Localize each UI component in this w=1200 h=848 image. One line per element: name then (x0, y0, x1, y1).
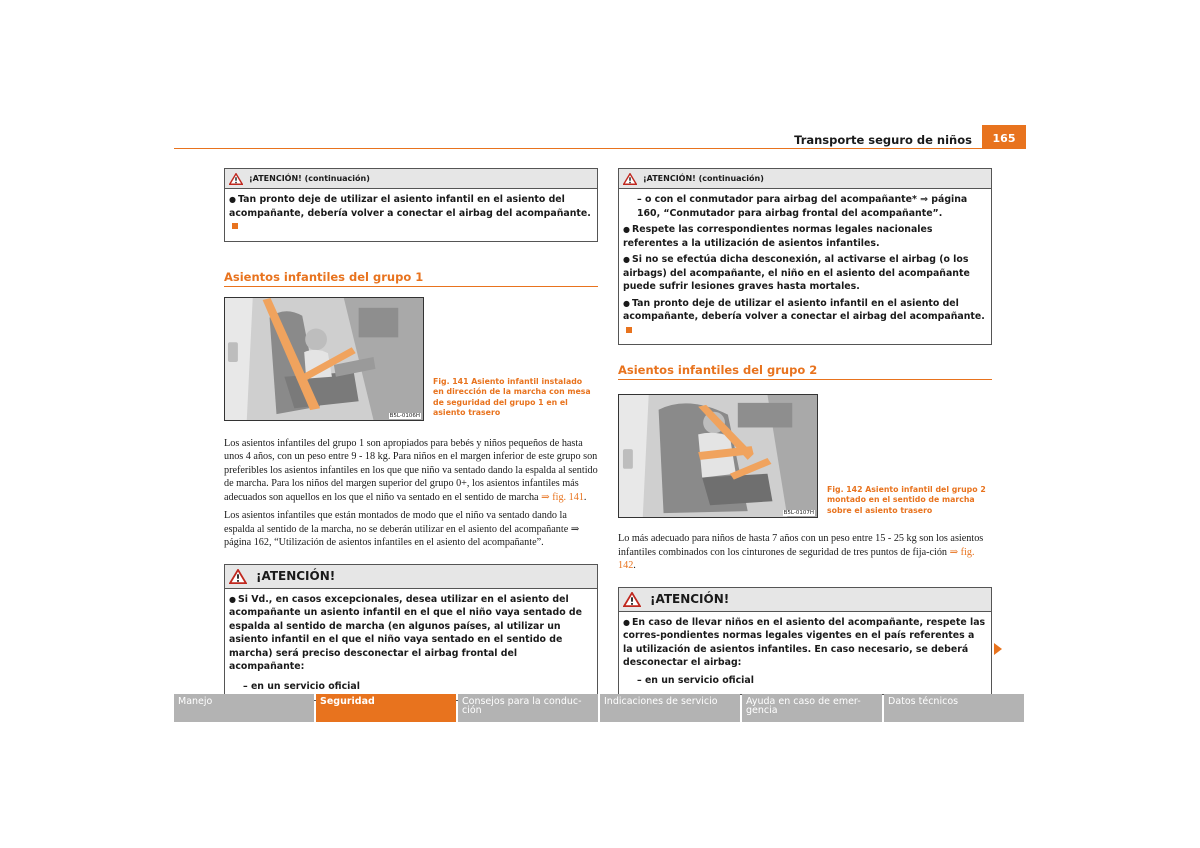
figure-reference-link[interactable]: ⇒ fig. 142 (618, 546, 975, 571)
warning-triangle-icon (229, 569, 247, 584)
warning-body (619, 189, 991, 344)
warning-box-continued (224, 168, 598, 242)
warning-header (225, 565, 597, 589)
paragraph (224, 437, 598, 505)
bullet-icon: ● (623, 617, 630, 627)
bullet-icon: ● (623, 298, 630, 308)
section-title: Asientos infantiles del grupo 1 (224, 270, 598, 287)
next-page-arrow-icon[interactable] (994, 643, 1002, 655)
nav-tab-ayuda[interactable]: Ayuda en caso de emer-gencia (742, 694, 882, 722)
header-rule (174, 148, 1026, 149)
warning-box (618, 587, 992, 696)
nav-tab-indicaciones[interactable]: Indicaciones de servicio (600, 694, 740, 722)
warning-box (224, 564, 598, 702)
paragraph-text: Los asientos infantiles del grupo 1 son apropiados para bebés y niños pequeños de hasta unos 4 años, con un peso entre 9 - 18 kg. Para niños en el margen inferior de este grupo son preferibles los asientos infantiles en los que que niño va sentado dando la espalda al sentido de marcha. Para los niños del margen superior del grupo 0+, los asientos infantiles más adecuados son aquellos en los que el niño va sentado en el sentido de marcha (224, 437, 598, 503)
end-square-icon (626, 327, 632, 333)
end-square-icon (232, 223, 238, 229)
header-title: Transporte seguro de niños (794, 133, 972, 147)
figure-caption: Fig. 141 Asiento infantil instalado en dirección de la marcha con mesa de seguridad del grupo 1 en el asiento trasero (433, 376, 591, 417)
paragraph (618, 532, 992, 573)
warning-header (619, 169, 991, 189)
bullet-icon: ● (623, 225, 630, 234)
figure-image (224, 297, 424, 421)
figure-141 (224, 297, 598, 421)
warning-text: Respete las correspondientes normas legales nacionales referentes a la utilización de asientos infantiles. (623, 224, 933, 249)
right-column (618, 168, 992, 695)
warning-dash-item: – en un servicio oficial (637, 674, 754, 686)
warning-body (225, 189, 597, 241)
child-seat-illustration-icon (619, 395, 817, 517)
figure-code: B5L-0106H (389, 412, 420, 419)
warning-body (225, 589, 597, 701)
warning-label: ¡ATENCIÓN! (256, 569, 336, 583)
figure-image (618, 394, 818, 518)
warning-label: ¡ATENCIÓN! (650, 592, 730, 606)
warning-triangle-icon (623, 592, 641, 607)
warning-text: Tan pronto deje de utilizar el asiento infantil en el asiento del acompañante, debería volver a conectar el airbag del acompañante. (623, 297, 985, 322)
figure-code: B5L-0107H (783, 510, 814, 516)
warning-text: En caso de llevar niños en el asiento del acompañante, respete las corres-pondientes normas legales vigentes en el país referentes a la utilización de asientos infantiles. En caso necesario, se deberá desconectar el airbag: (623, 616, 986, 668)
figure-reference-link[interactable]: ⇒ fig. 141 (541, 491, 584, 503)
warning-text: Si Vd., en casos excepcionales, desea utilizar en el asiento del acompañante un asiento infantil en el que el niño vaya sentado de espalda al sentido de marcha (en algunos países, al utilizar un asiento infantil en el que el niño vaya sentado en el sentido de marcha) será preciso desconectar el airbag frontal del acompañante: (229, 593, 582, 672)
child-seat-illustration-icon (225, 298, 423, 420)
nav-tab-manejo[interactable]: Manejo (174, 694, 314, 722)
figure-142 (618, 394, 992, 518)
warning-triangle-icon (229, 173, 243, 185)
chapter-nav (174, 694, 1024, 722)
warning-header (619, 588, 991, 612)
bullet-icon: ● (229, 594, 236, 604)
warning-text: Si no se efectúa dicha desconexión, al activarse el airbag (o los airbags) del acompañante, el niño en el asiento del acompañante puede sufrir lesiones graves hasta mortales. (623, 254, 970, 292)
paragraph-text: Lo más adecuado para niños de hasta 7 años con un peso entre 15 - 25 kg son los asientos infantiles combinados con los cinturones de seguridad de tres puntos de fija-ción (618, 533, 984, 558)
warning-triangle-icon (623, 173, 637, 185)
warning-text: Tan pronto deje de utilizar el asiento infantil en el asiento del acompañante, debería volver a conectar el airbag del acompañante. (229, 194, 591, 219)
warning-dash-item: – en un servicio oficial (243, 680, 360, 692)
paragraph-end: . (633, 560, 636, 571)
page-number: 165 (982, 125, 1026, 149)
paragraph-end: . (583, 491, 587, 503)
nav-tab-seguridad[interactable]: Seguridad (316, 694, 456, 722)
section-title: Asientos infantiles del grupo 2 (618, 363, 992, 380)
warning-dash-item: – o con el conmutador para airbag del acompañante* ⇒ página 160, “Conmutador para airbag frontal del acompañante”. (637, 194, 968, 219)
left-column (224, 168, 598, 701)
figure-caption: Fig. 142 Asiento infantil del grupo 2 montado en el sentido de marcha sobre el asiento trasero (827, 484, 986, 515)
bullet-icon: ● (623, 255, 630, 264)
warning-label: ¡ATENCIÓN! (continuación) (643, 174, 764, 183)
warning-label: ¡ATENCIÓN! (continuación) (249, 174, 370, 183)
nav-tab-consejos[interactable]: Consejos para la conduc-ción (458, 694, 598, 722)
bullet-icon: ● (229, 195, 236, 204)
warning-box-continued (618, 168, 992, 345)
paragraph: Los asientos infantiles que están montados de modo que el niño va sentado dando la espalda al sentido de la marcha, no se deberán utilizar en el asiento del acompañante ⇒ página 162, “Utilización de asientos infantiles en el asiento del acompañante”. (224, 510, 580, 548)
warning-body (619, 612, 991, 695)
nav-tab-datos[interactable]: Datos técnicos (884, 694, 1024, 722)
warning-header (225, 169, 597, 189)
